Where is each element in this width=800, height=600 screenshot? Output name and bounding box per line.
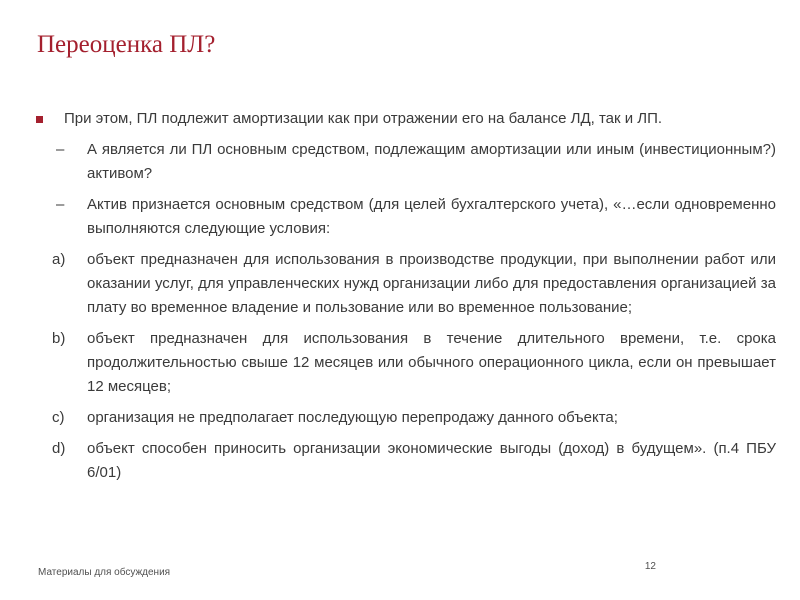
condition-text: объект предназначен для использования в производстве продукции, при выполнении работ или оказании услуг, для управленческих нужд организации либо для предоставления организацией за плату во временное владение и пользование или во временное пользование;	[87, 251, 776, 316]
condition-marker: b)	[52, 330, 66, 347]
condition-marker: c)	[52, 409, 65, 426]
footer-note: Материалы для обсуждения	[38, 567, 171, 578]
condition-item-b	[34, 327, 776, 399]
condition-text: объект предназначен для использования в течение длительного времени, т.е. срока продолжительностью свыше 12 месяцев или обычного операционного цикла, если он превышает 12 месяцев;	[87, 330, 776, 395]
page-number: 12	[644, 561, 656, 572]
dash-marker: –	[56, 141, 65, 158]
condition-marker: d)	[52, 440, 66, 457]
slide-title: Переоценка ПЛ?	[37, 31, 216, 58]
dash-item-text: А является ли ПЛ основным средством, подлежащим амортизации или иным (инвестиционным?) активом?	[87, 141, 776, 182]
condition-text: объект способен приносить организации экономические выгоды (доход) в будущем». (п.4 ПБУ 6/01)	[87, 440, 776, 481]
condition-item-c	[34, 406, 776, 430]
dash-marker: –	[56, 196, 65, 213]
dash-item-text: Актив признается основным средством (для целей бухгалтерского учета), «…если одновременно выполняются следующие условия:	[87, 196, 776, 237]
square-bullet-icon	[36, 116, 43, 123]
condition-item-a	[34, 248, 776, 320]
dash-item-1	[34, 138, 776, 186]
condition-text: организация не предполагает последующую перепродажу данного объекта;	[87, 409, 618, 426]
bullet-item-1	[34, 107, 776, 131]
slide-content	[34, 107, 776, 492]
condition-item-d	[34, 437, 776, 485]
dash-item-2	[34, 193, 776, 241]
condition-marker: a)	[52, 251, 66, 268]
bullet-text: При этом, ПЛ подлежит амортизации как при отражении его на балансе ЛД, так и ЛП.	[64, 110, 663, 127]
